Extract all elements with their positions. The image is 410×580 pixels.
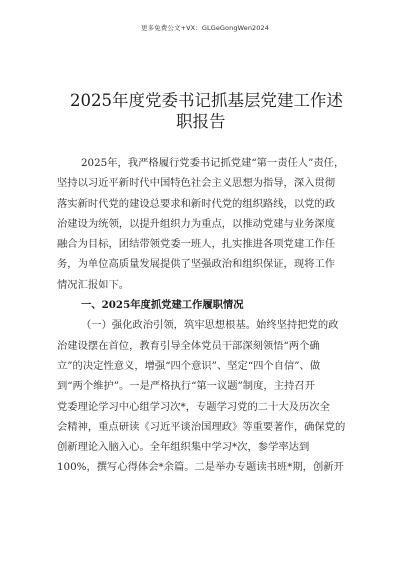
body-line: 坚持以习近平新时代中国特色社会主义思想为指导，深入贯彻 xyxy=(57,177,336,190)
body-line: 2025年，我严格履行党委书记抓党建“第一责任人”责任， xyxy=(81,157,345,169)
body-line: 落实新时代党的建设总要求和新时代党的组织路线，以党的政 xyxy=(57,197,336,210)
body-line: 治建设摆在首位，教育引导全体党员干部深刻领悟“两个确 xyxy=(57,339,320,352)
document-body xyxy=(57,153,359,478)
body-line: （一）强化政治引领，筑牢思想根基。始终坚持把党的政 xyxy=(81,319,339,332)
body-line: 100%，撰写心得体会*余篇。二是举办专题读书班*期，创新开 xyxy=(57,461,344,474)
title-line-1: 2025年度党委书记抓基层党建工作述 xyxy=(70,91,343,110)
title-line-2: 职报告 xyxy=(176,112,226,131)
body-line: 务，为单位高质量发展提供了坚强政治和组织保证，现将工作 xyxy=(57,258,336,271)
body-line: 到“两个维护”。一是严格执行“第一议题”制度，主持召开 xyxy=(57,380,315,393)
body-line: 党委理论学习中心组学习次*，专题学习党的二十大及历次全 xyxy=(57,400,330,413)
body-line: 融合为目标，团结带领党委一班人，扎实推进各项党建工作任 xyxy=(57,238,336,251)
body-line: 立”的决定性意义，增强“四个意识”、坚定“四个自信”、做 xyxy=(57,359,321,372)
header-note: 更多免费公文+VX：GLGeGongWen2024 xyxy=(140,24,269,32)
body-line: 创新理论入脑入心。全年组织集中学习*次，参学率达到 xyxy=(57,441,310,454)
body-line: 治建设为统领，以提升组织力为重点，以推动党建与业务深度 xyxy=(57,217,336,230)
body-line: 情况汇报如下。 xyxy=(57,278,130,291)
section-heading: 一、2025年度抓党建工作履职情况 xyxy=(81,299,244,312)
document-title xyxy=(70,90,370,132)
body-line: 会精神，重点研读《习近平谈治国理政》等重要著作，确保党的 xyxy=(57,420,346,433)
